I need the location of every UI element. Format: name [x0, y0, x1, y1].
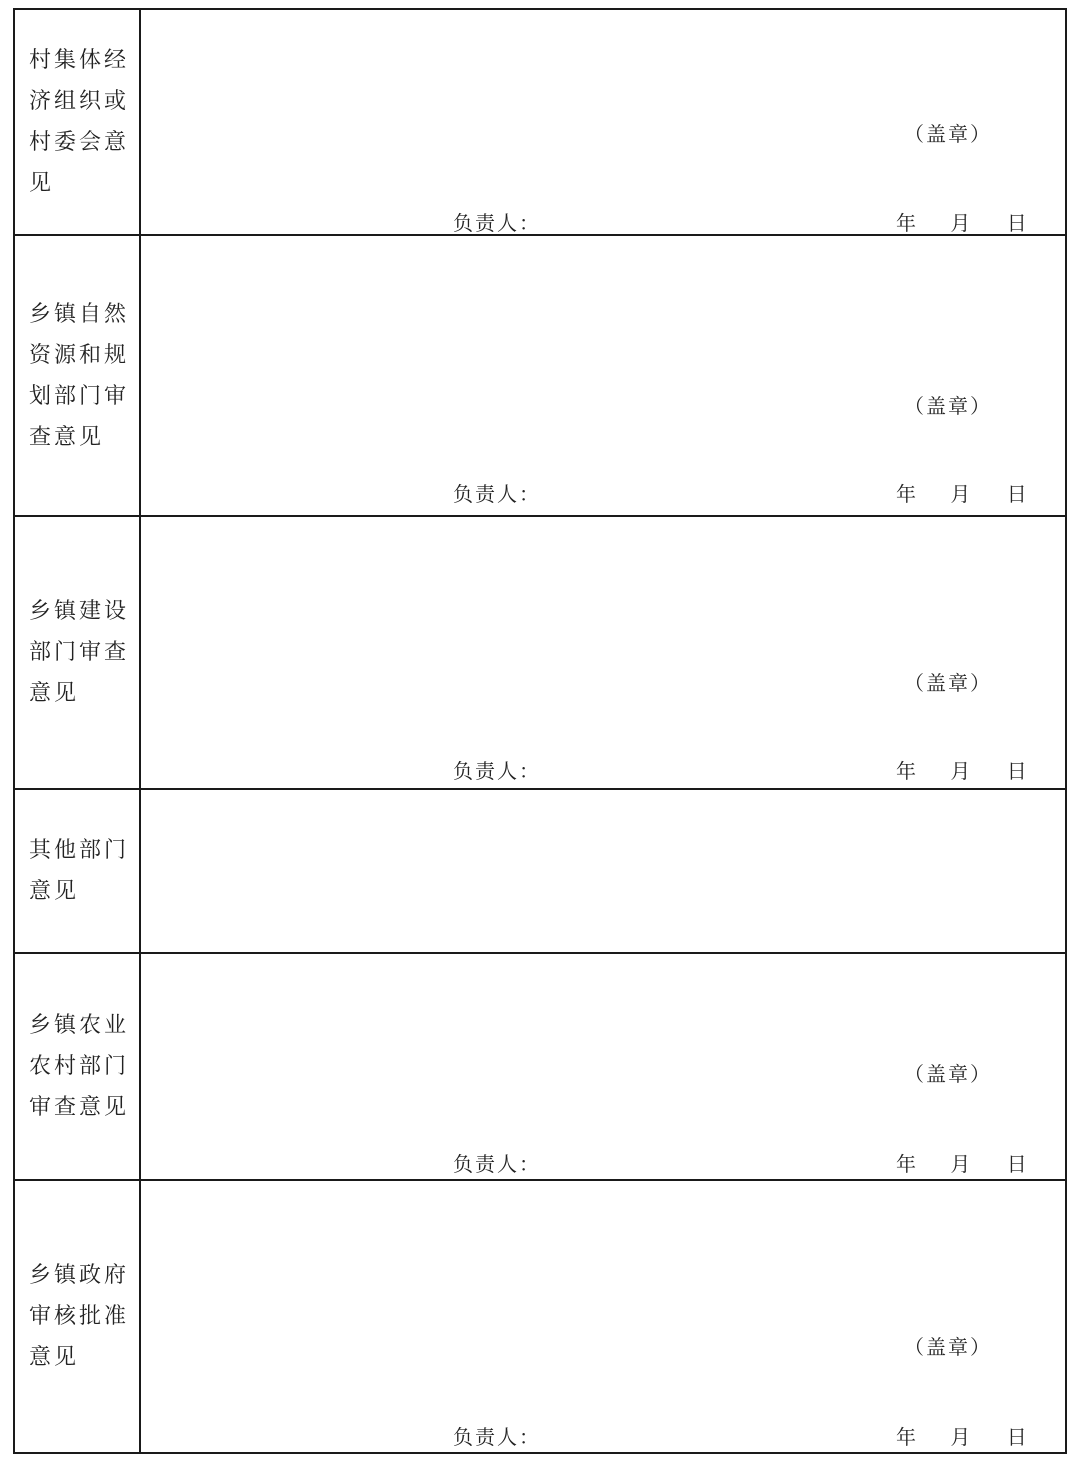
form-row-other-departments	[13, 790, 1067, 954]
opinion-field[interactable]	[141, 10, 1065, 234]
day-label: 日	[1006, 759, 1027, 783]
row-label-cell	[15, 1181, 141, 1452]
row-label: 村集体经济组织或村委会意见	[29, 48, 130, 196]
month-label: 月	[950, 211, 971, 235]
year-label: 年	[896, 759, 916, 783]
month-label: 月	[950, 759, 971, 783]
stamp-note: （盖章）	[904, 1062, 992, 1086]
form-row-township-government	[13, 1181, 1067, 1454]
day-label: 日	[1006, 211, 1027, 235]
year-label: 年	[896, 1152, 916, 1176]
opinion-field[interactable]	[141, 1181, 1065, 1452]
date-fields	[896, 207, 1027, 236]
responsible-person-label: 负责人：	[453, 1425, 541, 1449]
row-label: 乡镇建设部门审查意见	[29, 599, 130, 706]
row-label-cell	[15, 517, 141, 788]
row-label: 乡镇农业农村部门审查意见	[29, 1013, 130, 1120]
row-label: 乡镇自然资源和规划部门审查意见	[29, 301, 130, 450]
row-label: 其他部门意见	[29, 838, 130, 904]
responsible-person-label: 负责人：	[453, 1152, 541, 1176]
row-label: 乡镇政府审核批准意见	[29, 1263, 130, 1370]
year-label: 年	[896, 1425, 916, 1449]
form-row-agriculture	[13, 954, 1067, 1181]
row-label-cell	[15, 954, 141, 1179]
stamp-note: （盖章）	[904, 1335, 992, 1359]
stamp-note: （盖章）	[904, 122, 992, 146]
row-label-cell	[15, 10, 141, 234]
date-fields	[896, 1421, 1027, 1450]
stamp-note: （盖章）	[904, 394, 992, 418]
day-label: 日	[1006, 1152, 1027, 1176]
date-fields	[896, 755, 1027, 784]
opinion-field[interactable]	[141, 517, 1065, 788]
opinion-field[interactable]	[141, 236, 1065, 515]
day-label: 日	[1006, 1425, 1027, 1449]
responsible-person-label: 负责人：	[453, 211, 541, 235]
opinion-field[interactable]	[141, 790, 1065, 952]
form-row-construction	[13, 517, 1067, 790]
year-label: 年	[896, 211, 916, 235]
day-label: 日	[1006, 482, 1027, 506]
approval-form-table	[13, 8, 1067, 1454]
month-label: 月	[950, 482, 971, 506]
date-fields	[896, 478, 1027, 507]
form-row-village-collective	[13, 8, 1067, 236]
opinion-field[interactable]	[141, 954, 1065, 1179]
responsible-person-label: 负责人：	[453, 759, 541, 783]
year-label: 年	[896, 482, 916, 506]
row-label-cell	[15, 790, 141, 952]
month-label: 月	[950, 1152, 971, 1176]
responsible-person-label: 负责人：	[453, 482, 541, 506]
form-row-natural-resources	[13, 236, 1067, 517]
row-label-cell	[15, 236, 141, 515]
stamp-note: （盖章）	[904, 671, 992, 695]
date-fields	[896, 1148, 1027, 1177]
month-label: 月	[950, 1425, 971, 1449]
